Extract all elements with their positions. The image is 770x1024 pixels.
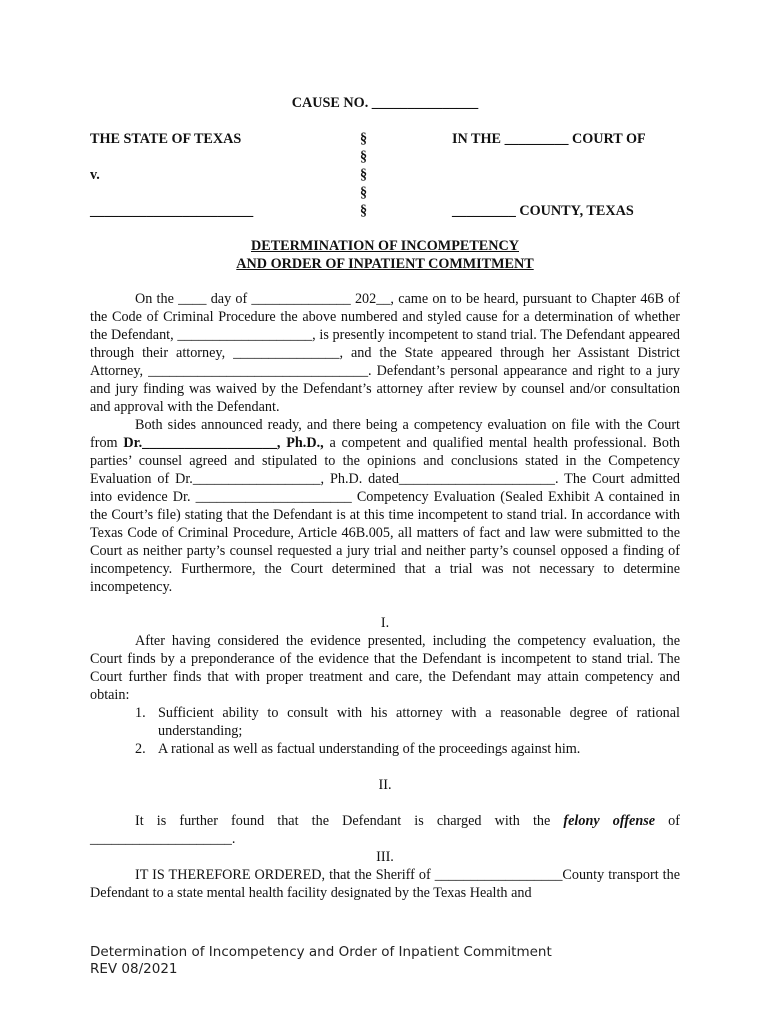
footer-title: Determination of Incompetency and Order of Inpatient Commitment	[90, 944, 552, 960]
caption-versus: v.	[90, 167, 100, 183]
paragraph-findings: After having considered the evidence presented, including the competency evaluation, the Court finds by a preponderance of the evidence that the Defendant is incompetent to stand trial. The Court further finds that with proper treatment and care, the Defendant may attain competency and obtain:	[90, 633, 680, 703]
page-footer	[90, 944, 690, 978]
section-mark: §	[360, 149, 368, 165]
list-text: A rational as well as factual understanding of the proceedings against him.	[158, 741, 581, 757]
section-heading-1: I.	[380, 615, 390, 631]
section-heading-2: II.	[378, 777, 392, 793]
caption-defendant-blank: _______________________	[90, 203, 254, 219]
list-number: 1.	[135, 705, 146, 721]
evaluation-text-b: a competent and qualified mental health professional. Both parties’ counsel agreed and stipulated to the opinions and conclusions stated in the Competency Evaluation of Dr.__________________, Ph.D. dated______________________. The Court admitted into evidence Dr. ______________________ Competency Evaluation (Sealed Exhibit A contained in the Court’s file) stating that the Defendant is at this time incompetent to stand trial. In accordance with Texas Code of Criminal Procedure, Article 46B.005, all matters of fact and law were submitted to the Court as neither party’s counsel requested a jury trial and neither party’s counsel opposed a finding of incompetency. Furthermore, the Court determined that a trial was not necessary to determine incompetency.	[90, 435, 680, 595]
caption-section-marks	[360, 130, 380, 220]
list-number: 2.	[135, 741, 146, 757]
list-item	[90, 704, 680, 740]
section-mark: §	[360, 185, 368, 201]
charge-text-a: It is further found that the Defendant is charged with the	[135, 813, 564, 829]
cause-number: CAUSE NO. _______________	[291, 95, 479, 111]
caption-state: THE STATE OF TEXAS	[90, 131, 242, 147]
section-heading-3: III.	[376, 849, 394, 865]
section-mark: §	[360, 167, 368, 183]
evaluation-text-a: Both sides announced ready, and there being a competency evaluation on file with the Court from	[90, 417, 680, 451]
paragraph-order: IT IS THEREFORE ORDERED, that the Sheriff of __________________County transport the Defendant to a state mental health facility designated by the Texas Health and	[90, 867, 680, 901]
title-line-1: DETERMINATION OF INCOMPETENCY	[251, 238, 519, 254]
list-text: Sufficient ability to consult with his attorney with a reasonable degree of rational understanding;	[158, 705, 680, 739]
case-caption	[90, 130, 690, 222]
caption-court: IN THE _________ COURT OF	[452, 131, 646, 147]
paragraph-evaluation	[90, 416, 680, 596]
section-mark: §	[360, 203, 368, 219]
section-mark: §	[360, 131, 368, 147]
findings-list	[90, 704, 680, 758]
list-item	[90, 740, 680, 758]
caption-county: _________ COUNTY, TEXAS	[452, 203, 634, 219]
doctor-name-blank: Dr.___________________, Ph.D.,	[123, 435, 324, 451]
title-line-2: AND ORDER OF INPATIENT COMMITMENT	[236, 256, 534, 272]
footer-revision: REV 08/2021	[90, 961, 178, 977]
charge-text-b: of ____________________.	[90, 813, 680, 847]
paragraph-hearing: On the ____ day of ______________ 202__, came on to be heard, pursuant to Chapter 46B of the Code of Criminal Procedure the above numbered and styled cause for a determination of whether the Defendant, ___________________, is presently incompetent to stand trial. The Defendant appeared through their attorney, _______________, and the State appeared through her Assistant District Attorney, _______________________________. Defendant’s personal appearance and right to a jury and jury finding was waived by the Defendant’s attorney after review by counsel and/or consultation and approval with the Defendant.	[90, 291, 680, 415]
felony-offense-text: felony offense	[563, 813, 656, 829]
document-title	[0, 237, 770, 273]
paragraph-charge	[90, 812, 680, 848]
document-body	[90, 290, 680, 902]
